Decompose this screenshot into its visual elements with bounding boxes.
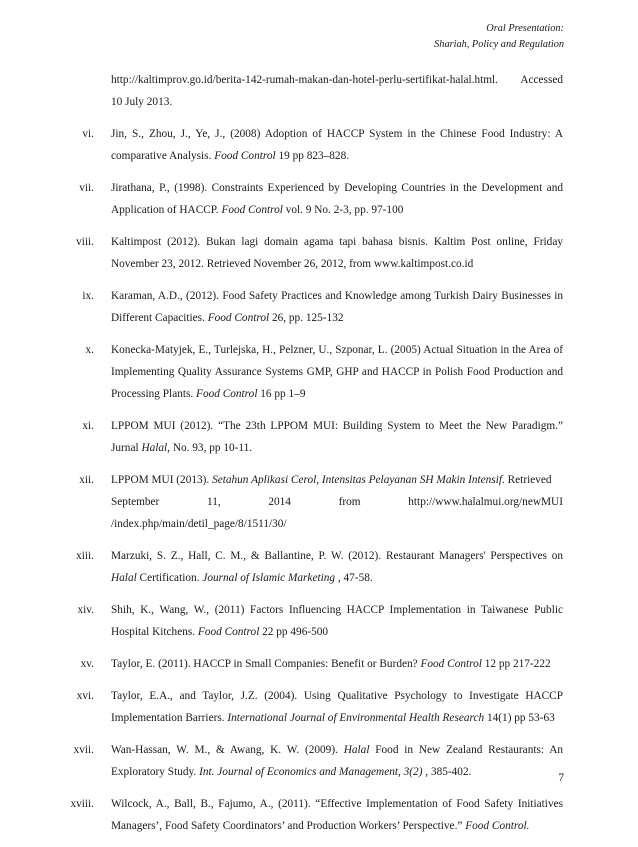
reference-number: viii.: [76, 236, 94, 248]
reference-item: [0, 685, 638, 729]
reference-journal: Journal of Islamic Marketing: [202, 572, 336, 584]
reference-item: [0, 123, 638, 167]
running-header: [434, 21, 564, 53]
reference-number: xiv.: [77, 604, 94, 616]
reference-number: vi.: [82, 128, 94, 140]
reference-word: September: [111, 496, 160, 508]
reference-source: Halal: [111, 572, 137, 584]
header-line-2: Shariah, Policy and Regulation: [434, 39, 564, 50]
reference-number: xvi.: [76, 690, 94, 702]
reference-source: Setahun Aplikasi Cerol, Intensitas Pelayanan SH Makin Intensif: [212, 474, 502, 486]
reference-detail: 16 pp 1–9: [257, 388, 306, 400]
reference-item: [0, 653, 638, 675]
reference-detail: Certification.: [136, 572, 203, 584]
reference-item: [0, 231, 638, 275]
reference-text: Taylor, E. (2011). HACCP in Small Companies: Benefit or Burden?: [111, 658, 421, 670]
reference-word: 11,: [206, 496, 221, 508]
reference-text: Konecka-Matyjek, E., Turlejska, H., Pelzner, U., Szponar, L. (2005) Actual Situation in the Area of Implementing Quality Assurance Systems GMP, GHP and HACCP in Polish Food Production and Processing Plants.: [111, 344, 563, 400]
reference-detail: 19 pp 823–828.: [275, 150, 350, 162]
page-number: 7: [558, 772, 564, 784]
reference-item: [0, 739, 638, 783]
reference-text: Wan-Hassan, W. M., & Awang, K. W. (2009).: [111, 744, 344, 756]
reference-number: xii.: [79, 474, 94, 486]
reference-word: 2014: [268, 496, 291, 508]
reference-detail: . Retrieved: [501, 474, 552, 486]
reference-text: Wilcock, A., Ball, B., Fajumo, A., (2011). “Effective Implementation of Food Safety Initiatives Managers’, Food Safety Coordinators’ and Production Workers’ Perspective.”: [111, 798, 563, 832]
reference-detail: 26, pp. 125-132: [269, 312, 344, 324]
reference-text: LPPOM MUI (2013).: [111, 474, 213, 486]
reference-source: Halal: [343, 744, 370, 756]
reference-source: Food Control: [196, 388, 258, 400]
reference-detail: , 385-402.: [422, 766, 472, 778]
reference-text: Shih, K., Wang, W., (2011) Factors Influencing HACCP Implementation in Taiwanese Public Hospital Kitchens.: [111, 604, 563, 638]
reference-text: Jin, S., Zhou, J., Ye, J., (2008) Adoption of HACCP System in the Chinese Food Industry: A comparative Analysis.: [111, 128, 563, 162]
reference-item: [0, 177, 638, 221]
reference-text: LPPOM MUI (2012). “The 23th LPPOM MUI: Building System to Meet the New Paradigm.” Jurnal: [111, 420, 563, 454]
reference-url-continued[interactable]: /index.php/main/detil_page/8/1511/30/: [111, 518, 287, 530]
reference-number: x.: [85, 344, 94, 356]
reference-text: Marzuki, S. Z., Hall, C. M., & Ballantine, P. W. (2012). Restaurant Managers' Perspectives on: [111, 550, 563, 562]
header-line-1: Oral Presentation:: [486, 23, 564, 34]
reference-source: Food Control: [197, 626, 260, 638]
continuation-accessed: Accessed: [520, 74, 563, 86]
reference-source: Food Control: [420, 658, 482, 670]
reference-detail: 22 pp 496-500: [259, 626, 329, 638]
reference-item: [0, 599, 638, 643]
reference-source: Food Control.: [465, 820, 530, 832]
reference-source: Food Control: [221, 204, 283, 216]
reference-number: xvii.: [73, 744, 94, 756]
reference-text: Jirathana, P., (1998). Constraints Experienced by Developing Countries in the Development and Application of HACCP.: [111, 182, 563, 216]
reference-list: [0, 69, 638, 847]
continuation-date: 10 July 2013.: [111, 96, 173, 108]
reference-item: [0, 545, 638, 589]
reference-item: [0, 415, 638, 459]
reference-detail: 12 pp 217-222: [481, 658, 551, 670]
reference-number: xiii.: [76, 550, 94, 562]
reference-detail: , No. 93, pp 10-11.: [167, 442, 253, 454]
reference-number: vii.: [79, 182, 94, 194]
reference-detail: 14(1) pp 53-63: [484, 712, 555, 724]
reference-detail: , 47-58.: [335, 572, 373, 584]
reference-item: [0, 469, 638, 535]
reference-item: [0, 285, 638, 329]
reference-text: Kaltimpost (2012). Bukan lagi domain agama tapi bahasa bisnis. Kaltim Post online, Friday November 23, 2012. Retrieved November 26, 2012, from www.kaltimpost.co.id: [111, 236, 563, 270]
reference-continuation: [0, 69, 638, 113]
reference-item: [0, 793, 638, 837]
reference-source: International Journal of Environmental Health Research: [227, 712, 485, 724]
reference-number: ix.: [82, 290, 94, 302]
reference-text: Taylor, E.A., and Taylor, J.Z. (2004). Using Qualitative Psychology to Investigate HACCP Implementation Barriers.: [111, 690, 563, 724]
reference-number: xv.: [80, 658, 94, 670]
reference-journal: Int. Journal of Economics and Management, 3(2): [199, 766, 423, 778]
reference-detail: Food in New Zealand Restaurants: An Exploratory Study.: [111, 744, 563, 778]
reference-text: Karaman, A.D., (2012). Food Safety Practices and Knowledge among Turkish Dairy Businesses in Different Capacities.: [111, 290, 563, 324]
reference-word: from: [338, 496, 361, 508]
continuation-url[interactable]: http://kaltimprov.go.id/berita-142-rumah-makan-dan-hotel-perlu-sertifikat-halal.html.: [111, 74, 499, 86]
reference-detail: vol. 9 No. 2-3, pp. 97-100: [282, 204, 404, 216]
reference-source: Halal: [141, 442, 168, 454]
reference-url[interactable]: http://www.halalmui.org/newMUI: [408, 496, 563, 508]
reference-source: Food Control: [214, 150, 276, 162]
reference-number: xviii.: [70, 798, 94, 810]
reference-number: xi.: [82, 420, 94, 432]
reference-source: Food Control: [207, 312, 270, 324]
reference-item: [0, 339, 638, 405]
